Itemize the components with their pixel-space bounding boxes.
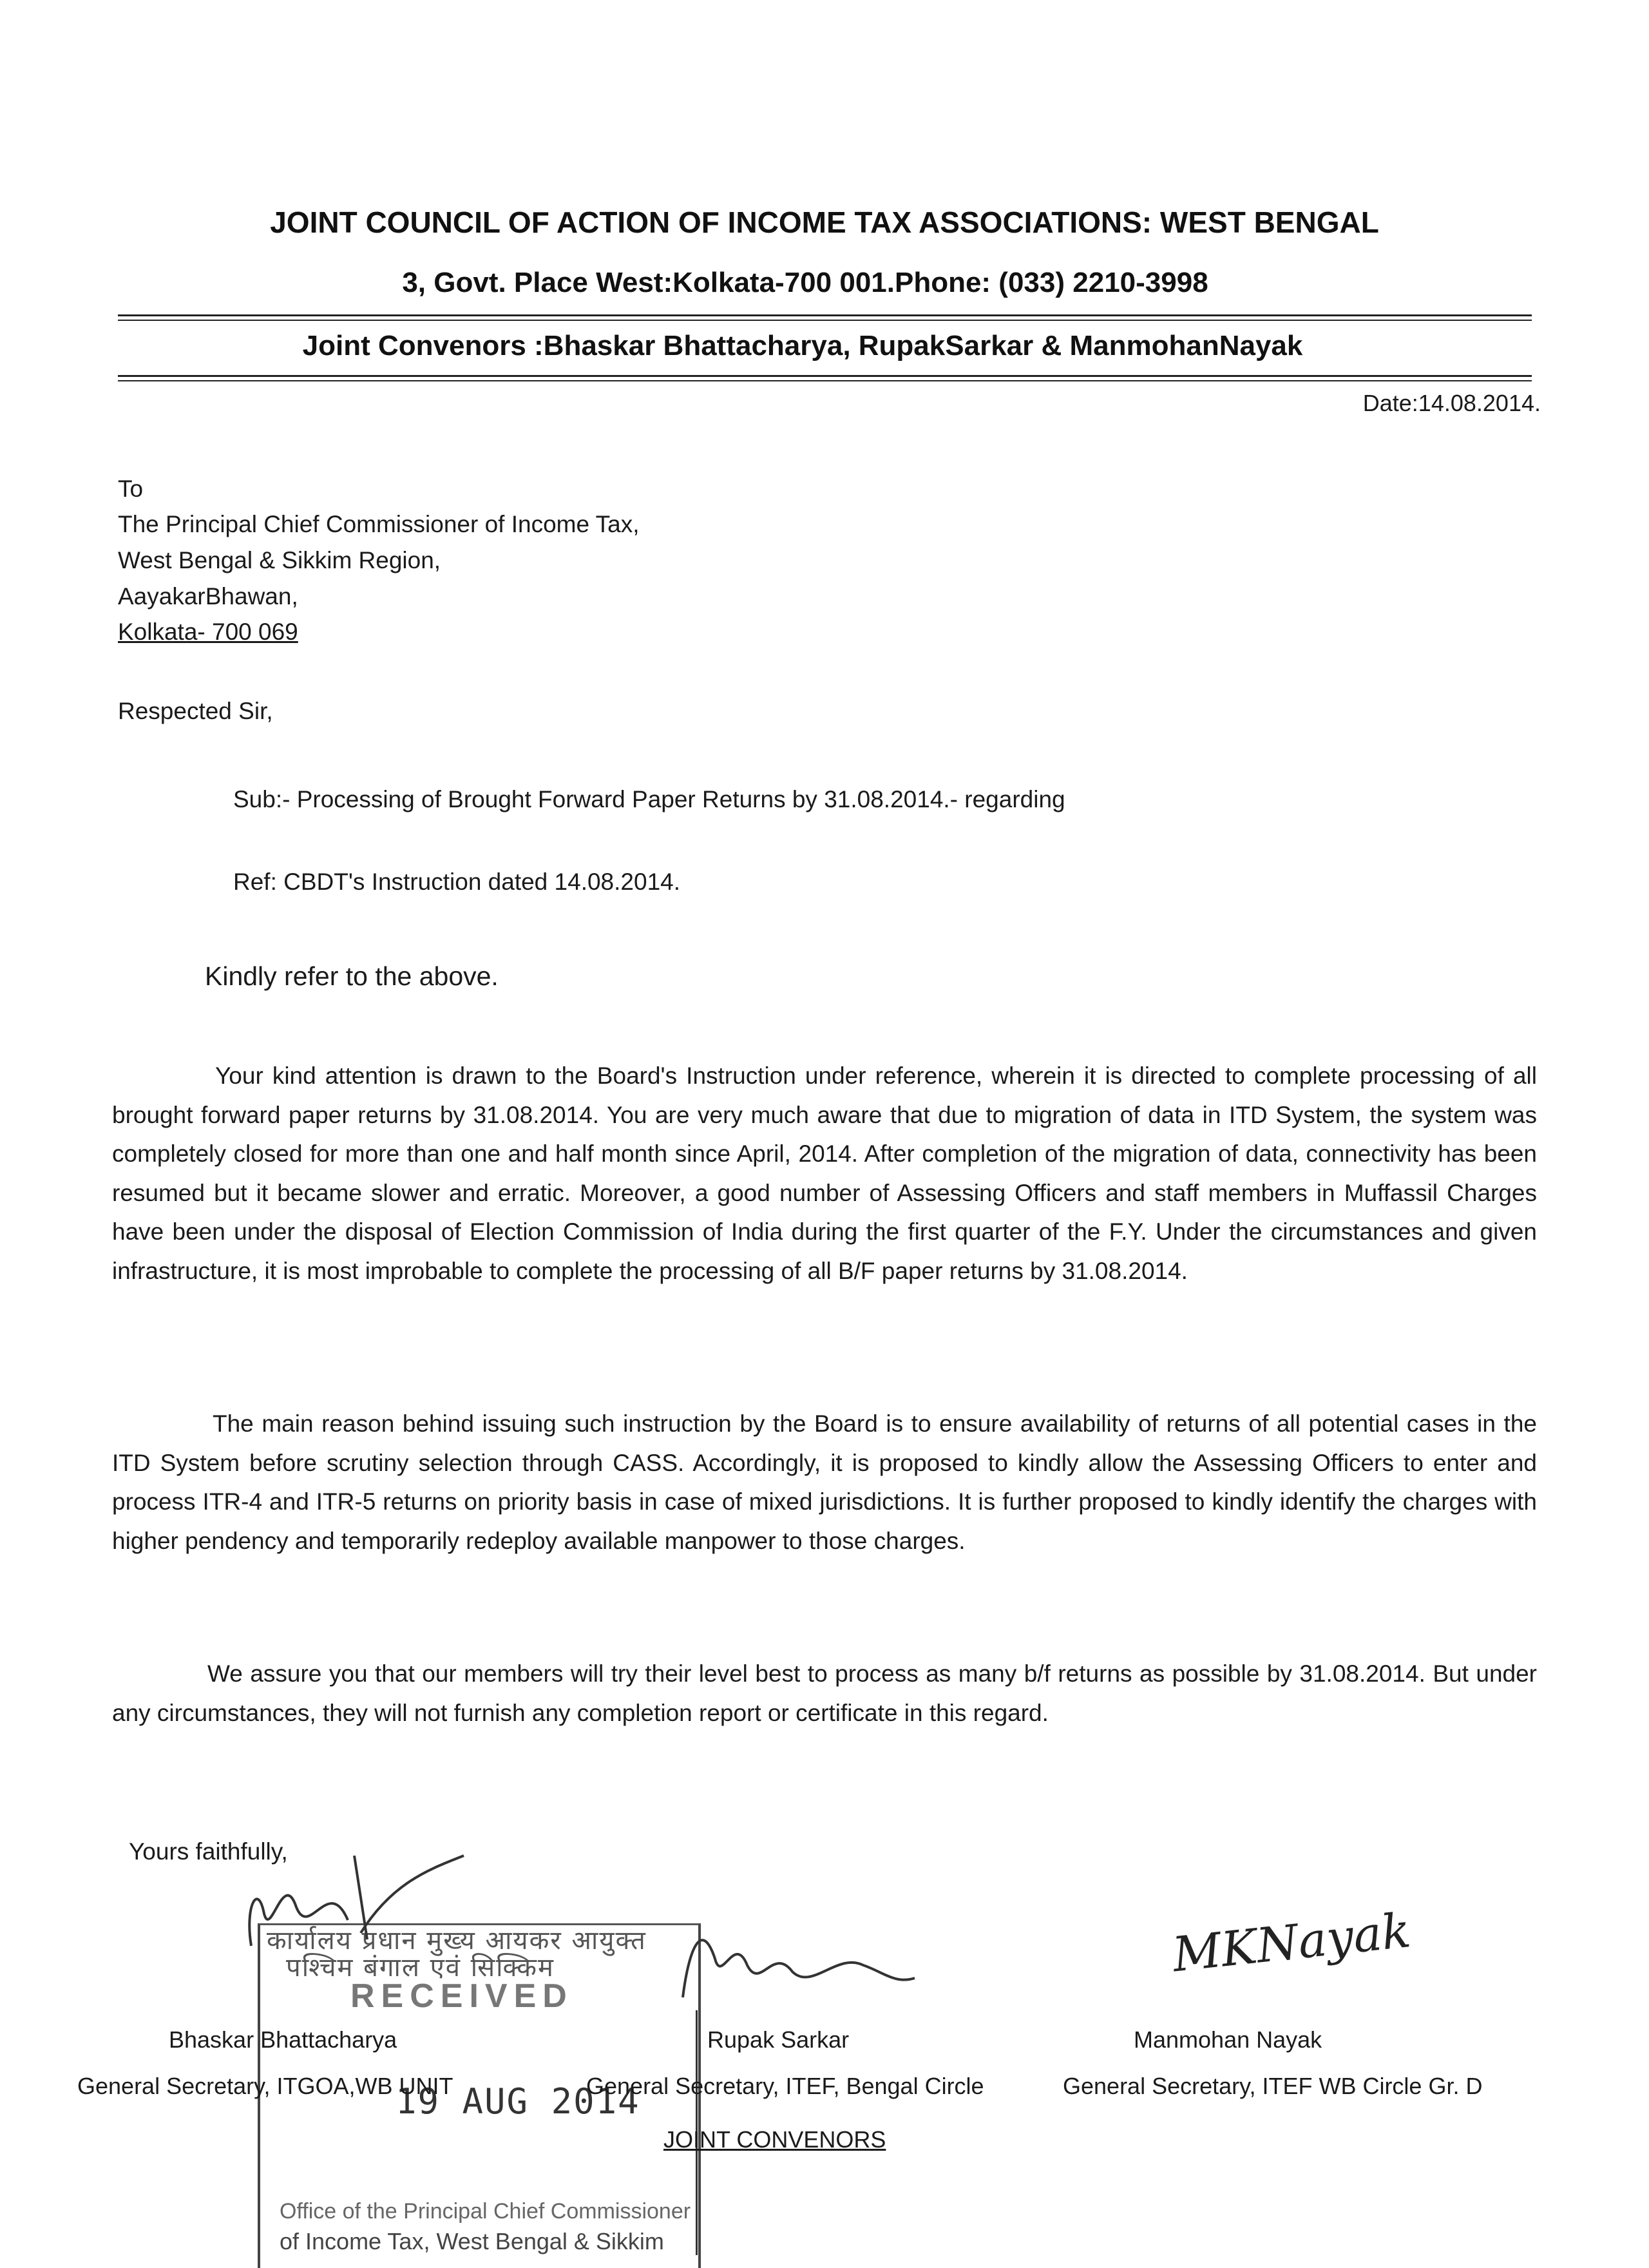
- body-paragraph-3: We assure you that our members will try their level best to process as many b/f returns as possible by 31.08.2014. But under any circumstances, they will not furnish any completion report or certificate in this regard.: [112, 1660, 1537, 1726]
- stamp-hindi-line-2: पश्चिम बंगाल एवं सिक्किम: [286, 1953, 555, 1983]
- stamp-received: RECEIVED: [350, 1977, 573, 2015]
- header-rule-top: [118, 314, 1532, 316]
- salutation: Respected Sir,: [118, 698, 273, 724]
- stamp-office-line-2: of Income Tax, West Bengal & Sikkim: [280, 2228, 664, 2254]
- closing-line: Yours faithfully,: [129, 1838, 288, 1865]
- stamp-hindi-line-1: कार्यालय प्रधान मुख्य आयकर आयुक्त: [267, 1926, 647, 1956]
- header-rule-bottom: [118, 375, 1532, 377]
- signatory-3-title: General Secretary, ITEF WB Circle Gr. D: [1063, 2073, 1483, 2099]
- signature-sarkar-icon: [663, 1907, 921, 2010]
- recipient-line-3: AayakarBhawan,: [118, 583, 298, 610]
- signatory-3-name: Manmohan Nayak: [1134, 2026, 1322, 2053]
- letterhead-address: 3, Govt. Place West:Kolkata-700 001.Phone: (033) 2210-3998: [402, 267, 1208, 298]
- signatory-2-title: General Secretary, ITEF, Bengal Circle: [586, 2073, 984, 2099]
- svg-text:MKNayak: MKNayak: [1170, 1903, 1413, 1983]
- signature-nayak-icon: [1166, 1901, 1413, 1991]
- signatory-1-title: General Secretary, ITGOA,WB UNIT: [77, 2073, 453, 2099]
- header-rule-top-2: [118, 320, 1532, 321]
- letterhead-org: JOINT COUNCIL OF ACTION OF INCOME TAX ASSOCIATIONS: WEST BENGAL: [270, 206, 1379, 239]
- signatory-2-name: Rupak Sarkar: [707, 2026, 850, 2053]
- recipient-line-4: Kolkata- 700 069: [118, 619, 298, 645]
- stamp-office-line-1: Office of the Principal Chief Commissioner: [280, 2199, 691, 2224]
- header-rule-bottom-2: [118, 380, 1532, 381]
- body-paragraph-1: Your kind attention is drawn to the Board's Instruction under reference, wherein it is directed to complete processing of all brought forward paper returns by 31.08.2014. You are very much aware that due to migration of data in ITD System, the system was completely closed for more than one and half month since April, 2014. After completion of the migration of data, connectivity has been resumed but it became slower and erratic. Moreover, a good number of Assessing Officers and staff members in Muffassil Charges have been under the disposal of Election Commission of India during the first quarter of the F.Y. Under the circumstances and given infrastructure, it is most improbable to complete the processing of all B/F paper returns by 31.08.2014.: [112, 1062, 1537, 1284]
- reference-line: Ref: CBDT's Instruction dated 14.08.2014.: [233, 869, 681, 895]
- recipient-line-1: The Principal Chief Commissioner of Income Tax,: [118, 511, 640, 537]
- subject-line: Sub:- Processing of Brought Forward Paper Returns by 31.08.2014.- regarding: [233, 786, 1065, 812]
- signatory-1-name: Bhaskar Bhattacharya: [169, 2026, 397, 2053]
- recipient-to: To: [118, 476, 144, 502]
- recipient-line-2: West Bengal & Sikkim Region,: [118, 547, 441, 573]
- stamp-date: 19 AUG 2014: [396, 2081, 640, 2122]
- letterhead-convenors: Joint Convenors :Bhaskar Bhattacharya, RupakSarkar & ManmohanNayak: [302, 330, 1303, 361]
- joint-convenors-label: JOINT CONVENORS: [663, 2126, 886, 2153]
- letter-date: Date:14.08.2014.: [1362, 390, 1541, 416]
- opening-line: Kindly refer to the above.: [205, 961, 499, 991]
- body-paragraph-2: The main reason behind issuing such instruction by the Board is to ensure availability of returns of all potential cases in the ITD System before scrutiny selection through CASS. Accordingly, it is proposed to kindly allow the Assessing Officers to enter and process ITR-4 and ITR-5 returns on priority basis in case of mixed jurisdictions. It is further proposed to kindly identify the charges with higher pendency and temporarily redeploy available manpower to those charges.: [112, 1410, 1537, 1554]
- signature-bhattacharya-icon: [238, 1843, 470, 1959]
